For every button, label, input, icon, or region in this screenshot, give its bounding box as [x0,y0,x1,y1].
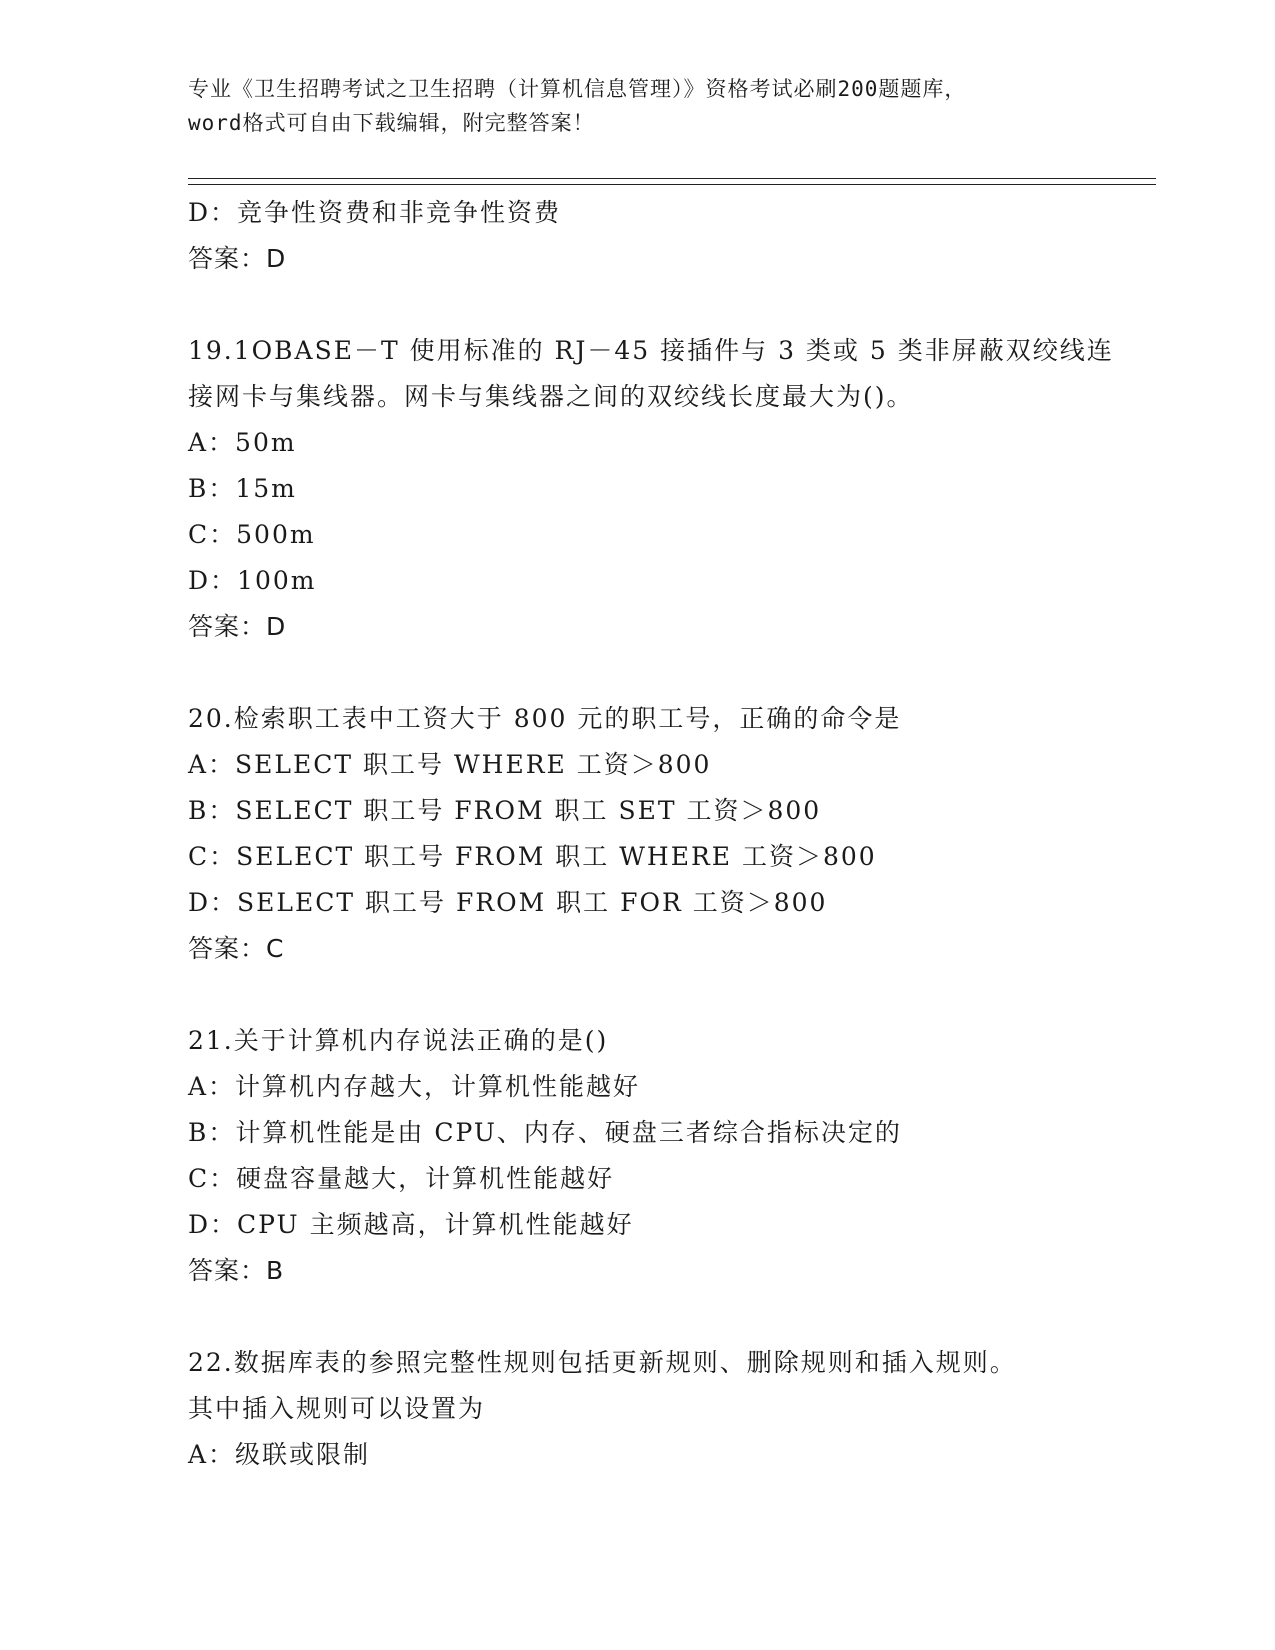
header-divider-bottom [188,184,1156,185]
header-line-1: 专业《卫生招聘考试之卫生招聘（计算机信息管理）》资格考试必刷200题题库， [188,77,967,101]
option-c: C：SELECT 职工号 FROM 职工 WHERE 工资＞800 [188,842,877,871]
option-c: C：硬盘容量越大，计算机性能越好 [188,1164,615,1193]
question-stem: 19.1OBASE－T 使用标准的 RJ－45 接插件与 3 类或 5 类非屏蔽双绞线连 [188,336,1114,365]
question-19 [188,328,1114,650]
question-stem: 接网卡与集线器。网卡与集线器之间的双绞线长度最大为()。 [188,382,914,411]
question-20 [188,696,1088,972]
answer-line: 答案：D [188,612,287,641]
option-c: C：500m [188,520,316,549]
option-d: D：CPU 主频越高，计算机性能越好 [188,1210,634,1239]
question-stem: 21.关于计算机内存说法正确的是() [188,1026,609,1055]
question-21 [188,1018,1088,1294]
header-divider-top [188,178,1156,179]
option-b: B：计算机性能是由 CPU、内存、硬盘三者综合指标决定的 [188,1118,902,1147]
answer-line: 答案：D [188,244,287,273]
spacer [188,282,1088,328]
option-d: D：竞争性资费和非竞争性资费 [188,198,562,227]
option-a: A：SELECT 职工号 WHERE 工资＞800 [188,750,712,779]
option-a: A：50m [188,428,297,457]
question-22 [188,1340,1088,1478]
question-stem: 其中插入规则可以设置为 [188,1394,486,1423]
option-d: D：SELECT 职工号 FROM 职工 FOR 工资＞800 [188,888,828,917]
answer-line: 答案：B [188,1256,285,1285]
spacer [188,972,1088,1018]
spacer [188,1294,1088,1340]
question-list [188,190,1114,1478]
option-a: A：级联或限制 [188,1440,371,1469]
answer-line: 答案：C [188,934,285,963]
option-b: B：15m [188,474,297,503]
document-header [188,72,1088,140]
question-stem: 20.检索职工表中工资大于 800 元的职工号，正确的命令是 [188,704,902,733]
spacer [188,650,1088,696]
header-line-2: word格式可自由下载编辑，附完整答案！ [188,111,595,135]
question-stem: 22.数据库表的参照完整性规则包括更新规则、删除规则和插入规则。 [188,1348,1017,1377]
option-b: B：SELECT 职工号 FROM 职工 SET 工资＞800 [188,796,822,825]
option-d: D：100m [188,566,317,595]
option-a: A：计算机内存越大，计算机性能越好 [188,1072,641,1101]
